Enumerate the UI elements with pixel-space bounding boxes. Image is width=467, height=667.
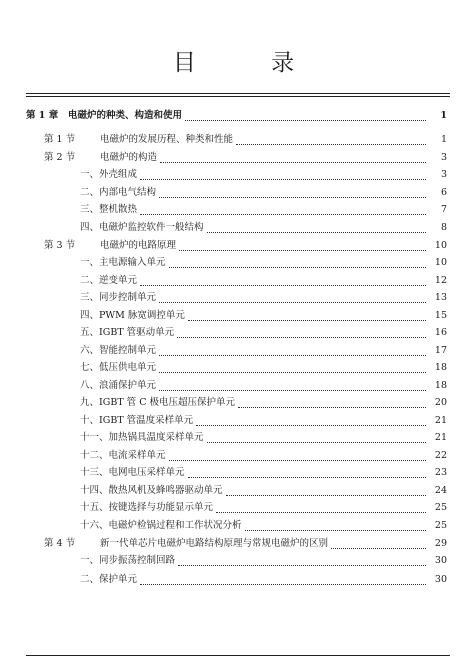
toc-chapter bbox=[0, 107, 467, 125]
toc-dot-leader bbox=[207, 231, 426, 233]
toc-number: 第 1 章 bbox=[26, 110, 59, 121]
toc-page-number: 24 bbox=[434, 485, 447, 496]
toc-dot-leader bbox=[159, 301, 426, 303]
toc-dot-leader bbox=[188, 476, 426, 478]
toc-number: 第 4 节 bbox=[44, 538, 76, 549]
toc-title: 十四、散热风机及蜂鸣器驱动单元 bbox=[80, 485, 223, 496]
toc-page-number: 29 bbox=[434, 538, 447, 549]
toc-item bbox=[0, 184, 467, 202]
toc-item bbox=[0, 272, 467, 290]
toc-dot-leader bbox=[179, 249, 426, 251]
toc-item bbox=[0, 342, 467, 360]
toc-dot-leader bbox=[178, 564, 426, 566]
toc-dot-leader bbox=[226, 494, 426, 496]
toc-item bbox=[0, 571, 467, 589]
toc-dot-leader bbox=[140, 213, 426, 215]
toc-title: 一、主电源输入单元 bbox=[80, 257, 166, 268]
toc-dot-leader bbox=[169, 266, 426, 268]
toc-title: 九、IGBT 管 C 极电压超压保护单元 bbox=[80, 397, 235, 408]
toc-number: 第 3 节 bbox=[44, 240, 76, 251]
toc-title: 四、PWM 脉宽调控单元 bbox=[80, 310, 185, 321]
toc-item bbox=[0, 201, 467, 219]
toc-item bbox=[0, 359, 467, 377]
toc-dot-leader bbox=[159, 389, 426, 391]
toc-item bbox=[0, 412, 467, 430]
toc-page-number: 10 bbox=[434, 257, 447, 268]
toc-dot-leader bbox=[159, 354, 426, 356]
toc-number: 第 1 节 bbox=[44, 134, 76, 145]
toc-title: 二、内部电气结构 bbox=[80, 187, 157, 198]
toc-item bbox=[0, 464, 467, 482]
toc-item bbox=[0, 499, 467, 517]
toc-section bbox=[0, 237, 467, 255]
toc-page-number: 1 bbox=[440, 134, 447, 145]
toc-dot-leader bbox=[245, 529, 426, 531]
toc-item bbox=[0, 377, 467, 395]
toc-dot-leader bbox=[169, 459, 426, 461]
toc-title: 六、智能控制单元 bbox=[80, 345, 157, 356]
toc-item bbox=[0, 166, 467, 184]
toc-dot-leader bbox=[188, 319, 426, 321]
toc-dot-leader bbox=[331, 547, 426, 549]
toc-title: 电磁炉的电路原理 bbox=[100, 240, 177, 251]
toc-dot-leader bbox=[159, 196, 426, 198]
toc-dot-leader bbox=[207, 441, 426, 443]
toc-page-number: 30 bbox=[434, 574, 447, 585]
toc-page-number: 21 bbox=[434, 432, 447, 443]
toc-dot-leader bbox=[216, 511, 426, 513]
toc-title: 五、IGBT 管驱动单元 bbox=[80, 327, 175, 338]
toc-page-number: 8 bbox=[440, 222, 447, 233]
toc-page-number: 10 bbox=[434, 240, 447, 251]
toc-dot-leader bbox=[177, 336, 426, 338]
toc-page-number: 16 bbox=[434, 327, 447, 338]
toc-title: 十二、电流采样单元 bbox=[80, 450, 166, 461]
toc-title: 四、电磁炉监控软件一般结构 bbox=[80, 222, 204, 233]
toc-item bbox=[0, 219, 467, 237]
toc-title: 十三、电网电压采样单元 bbox=[80, 467, 185, 478]
toc-item bbox=[0, 447, 467, 465]
toc-title: 十五、按键选择与功能显示单元 bbox=[80, 502, 214, 513]
toc-item bbox=[0, 307, 467, 325]
toc-item bbox=[0, 552, 467, 570]
toc-page-number: 23 bbox=[434, 467, 447, 478]
toc-title: 十、IGBT 管温度采样单元 bbox=[80, 415, 194, 426]
toc-page-number: 18 bbox=[434, 380, 447, 391]
toc-page-number: 12 bbox=[434, 275, 447, 286]
toc-title: 十六、电磁炉检锅过程和工作状况分析 bbox=[80, 520, 242, 531]
toc-page-number: 7 bbox=[440, 204, 447, 215]
toc-item bbox=[0, 324, 467, 342]
toc-item bbox=[0, 429, 467, 447]
toc-title: 七、低压供电单元 bbox=[80, 362, 157, 373]
toc-page-number: 6 bbox=[440, 187, 447, 198]
toc-title: 二、逆变单元 bbox=[80, 275, 138, 286]
toc-dot-leader bbox=[140, 284, 426, 286]
toc-page-number: 21 bbox=[434, 415, 447, 426]
toc-dot-leader bbox=[185, 119, 426, 121]
toc-title: 十一、加热锅具温度采样单元 bbox=[80, 432, 204, 443]
toc-title: 二、保护单元 bbox=[80, 574, 138, 585]
toc-page-number: 3 bbox=[440, 169, 447, 180]
footer-rule bbox=[26, 655, 450, 656]
toc-item bbox=[0, 254, 467, 272]
toc-section bbox=[0, 535, 467, 553]
toc-page-number: 30 bbox=[434, 555, 447, 566]
toc-title: 一、同步振荡控制回路 bbox=[80, 555, 176, 566]
toc-title: 电磁炉的种类、构造和使用 bbox=[68, 110, 183, 121]
toc-page-number: 3 bbox=[440, 152, 447, 163]
toc-dot-leader bbox=[159, 371, 426, 373]
toc-title: 电磁炉的发展历程、种类和性能 bbox=[100, 134, 234, 145]
toc-page-number: 15 bbox=[434, 310, 447, 321]
toc-page-number: 1 bbox=[440, 110, 447, 121]
toc-dot-leader bbox=[236, 143, 426, 145]
toc-title: 八、浪涌保护单元 bbox=[80, 380, 157, 391]
toc-page-number: 25 bbox=[434, 502, 447, 513]
toc-item bbox=[0, 289, 467, 307]
toc-dot-leader bbox=[238, 406, 426, 408]
page-title: 目 录 bbox=[172, 50, 329, 76]
toc-page-number: 13 bbox=[434, 292, 447, 303]
toc-item bbox=[0, 394, 467, 412]
toc-dot-leader bbox=[160, 161, 426, 163]
toc-page-number: 22 bbox=[434, 450, 447, 461]
toc-page-number: 20 bbox=[434, 397, 447, 408]
toc-page-number: 17 bbox=[434, 345, 447, 356]
toc-dot-leader bbox=[140, 178, 426, 180]
toc-dot-leader bbox=[196, 424, 426, 426]
toc-page-number: 25 bbox=[434, 520, 447, 531]
toc-dot-leader bbox=[140, 583, 426, 585]
toc-section bbox=[0, 131, 467, 149]
toc-item bbox=[0, 482, 467, 500]
toc-title: 三、同步控制单元 bbox=[80, 292, 157, 303]
toc-number: 第 2 节 bbox=[44, 152, 76, 163]
toc-item bbox=[0, 517, 467, 535]
toc-title: 新一代单芯片电磁炉电路结构原理与常规电磁炉的区别 bbox=[100, 538, 329, 549]
toc-title: 三、整机散热 bbox=[80, 204, 138, 215]
toc-title: 电磁炉的构造 bbox=[100, 152, 158, 163]
toc-section bbox=[0, 149, 467, 167]
toc-title: 一、外壳组成 bbox=[80, 169, 138, 180]
toc-page-number: 18 bbox=[434, 362, 447, 373]
